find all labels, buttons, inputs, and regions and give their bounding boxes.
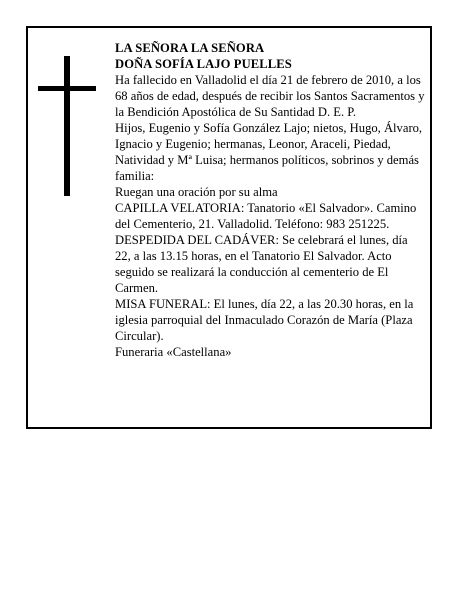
wake-chapel-info: CAPILLA VELATORIA: Tanatorio «El Salvador». Camino del Cementerio, 21. Valladolid. Teléfono: 983 251225. <box>115 201 417 231</box>
cross-vertical-bar <box>64 56 70 196</box>
obituary-text <box>115 40 425 360</box>
family-members: Hijos, Eugenio y Sofía González Lajo; nietos, Hugo, Álvaro, Ignacio y Eugenio; hermanas, Leonor, Araceli, Piedad, Natividad y Mª Luisa; hermanos políticos, sobrinos y demás familia: <box>115 121 423 183</box>
prayer-request: Ruegan una oración por su alma <box>115 185 278 199</box>
farewell-info: DESPEDIDA DEL CADÁVER: Se celebrará el lunes, día 22, a las 13.15 horas, en el Tanatorio El Salvador. Acto seguido se realizará la conducción al cementerio de El Carmen. <box>115 233 408 295</box>
heading-line-1: LA SEÑORA LA SEÑORA <box>115 41 265 55</box>
death-announcement: Ha fallecido en Valladolid el día 21 de febrero de 2010, a los 68 años de edad, después de recibir los Santos Sacramentos y la Bendición Apostólica de Su Santidad D. E. P. <box>115 73 425 119</box>
deceased-name: DOÑA SOFÍA LAJO PUELLES <box>115 57 292 71</box>
funeral-home: Funeraria «Castellana» <box>115 345 232 359</box>
funeral-mass-info: MISA FUNERAL: El lunes, día 22, a las 20.30 horas, en la iglesia parroquial del Inmaculado Corazón de María (Plaza Circular). <box>115 297 414 343</box>
cross-horizontal-bar <box>38 86 96 91</box>
cross-icon <box>38 56 96 196</box>
